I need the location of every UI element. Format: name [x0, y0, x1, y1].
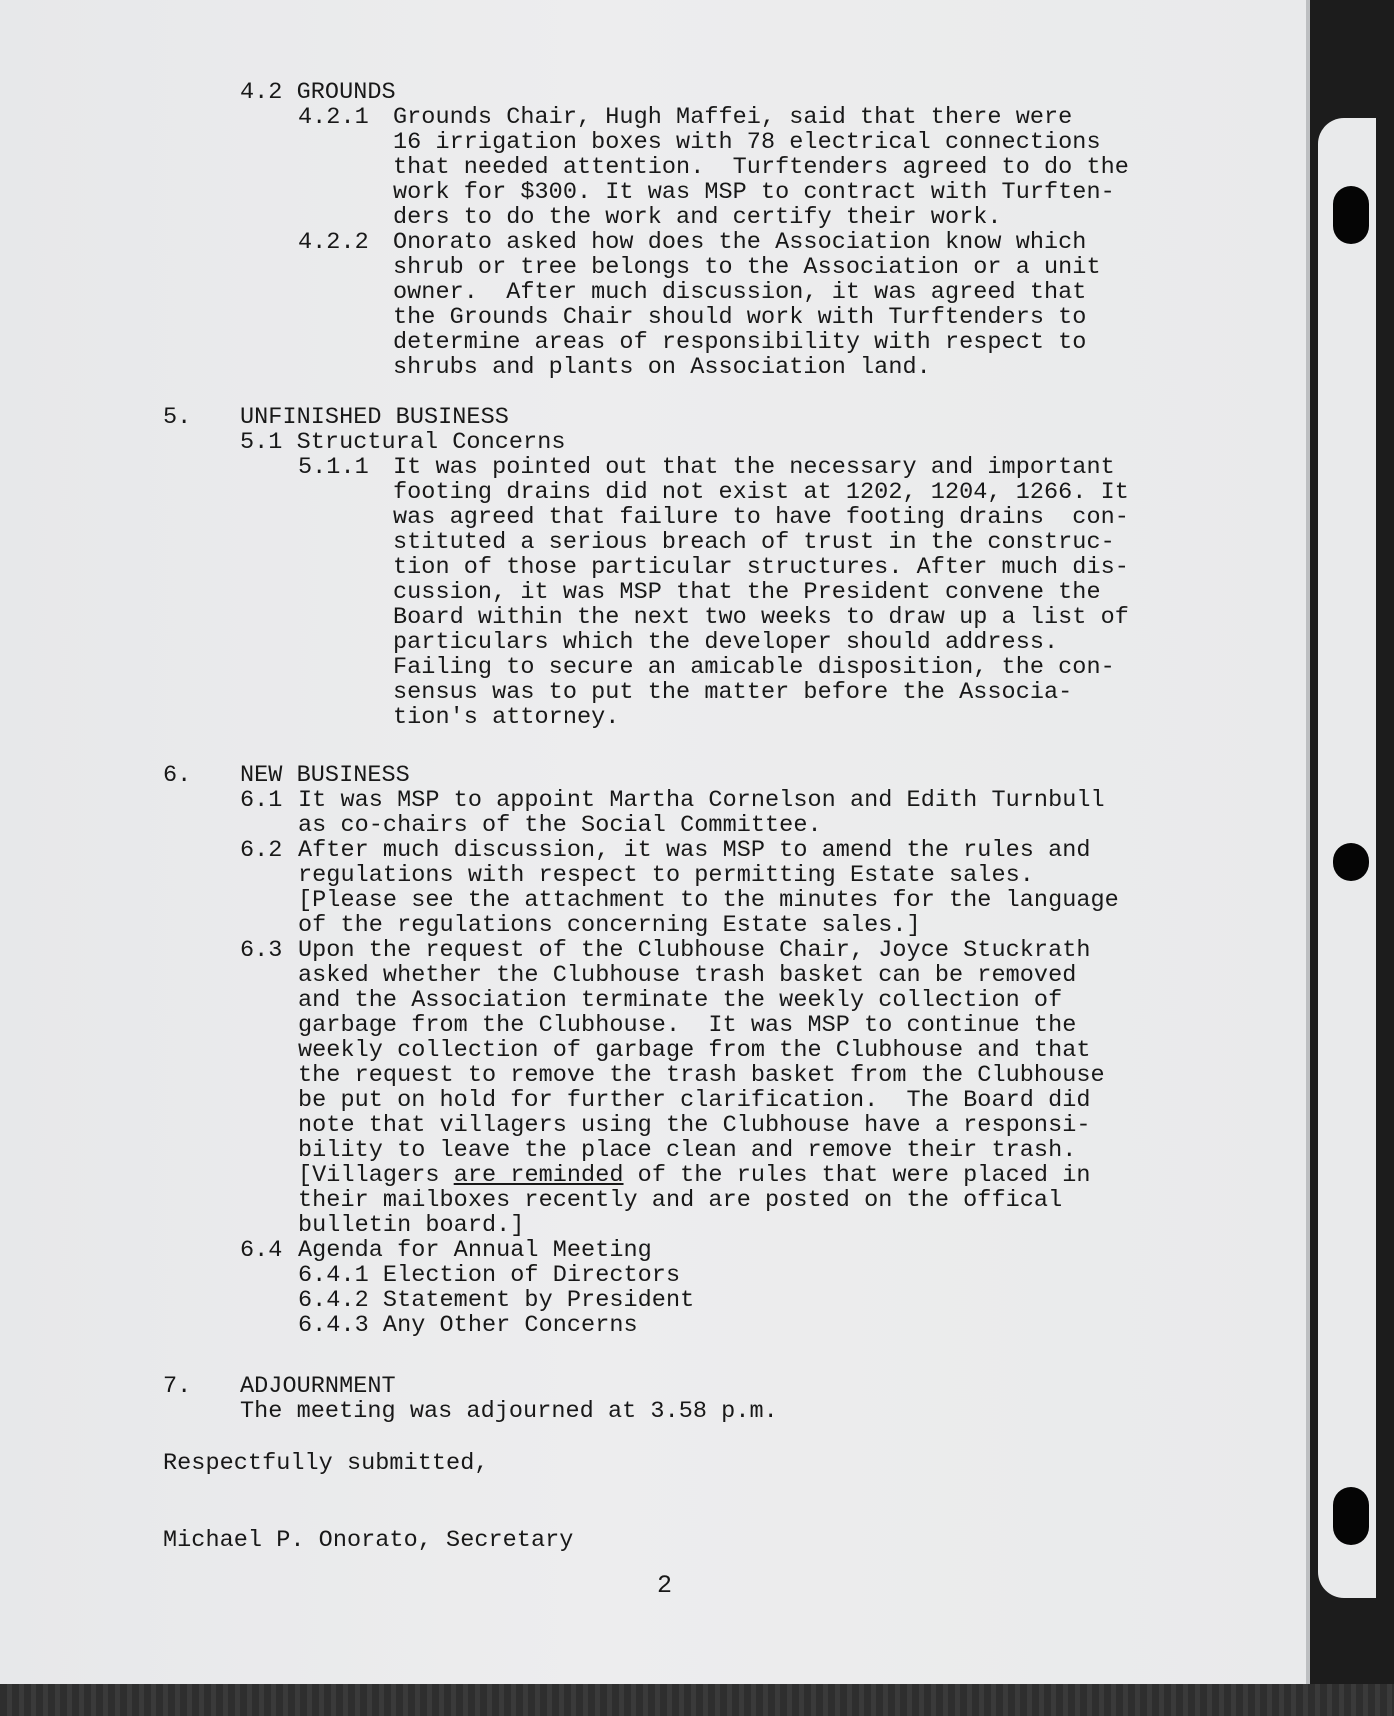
sub-heading: 5.1 Structural Concerns: [240, 429, 566, 456]
text-line: bility to leave the place clean and remove their trash.: [298, 1137, 1077, 1164]
text-line: Board within the next two weeks to draw up a list of: [393, 604, 1129, 631]
agenda-item: 6.4.3 Any Other Concerns: [298, 1312, 638, 1339]
text-line: work for $300. It was MSP to contract with Turften-: [393, 179, 1115, 206]
text-line: of the regulations concerning Estate sales.]: [298, 912, 921, 939]
text-segment: [Villagers: [298, 1162, 454, 1189]
punch-hole-middle: [1333, 843, 1369, 881]
item-number: 6.3: [240, 937, 283, 964]
text-line: Grounds Chair, Hugh Maffei, said that there were: [393, 104, 1073, 131]
text-line: Upon the request of the Clubhouse Chair, Joyce Stuckrath: [298, 937, 1091, 964]
section-heading-unfinished: UNFINISHED BUSINESS: [240, 404, 509, 431]
text-line: footing drains did not exist at 1202, 1204, 1266. It: [393, 479, 1129, 506]
text-line: asked whether the Clubhouse trash basket can be removed: [298, 962, 1077, 989]
text-line: the request to remove the trash basket from the Clubhouse: [298, 1062, 1105, 1089]
text-line: tion of those particular structures. After much dis-: [393, 554, 1129, 581]
page-number: 2: [657, 1571, 673, 1600]
text-line: It was pointed out that the necessary and important: [393, 454, 1115, 481]
text-line: was agreed that failure to have footing drains con-: [393, 504, 1129, 531]
text-line: determine areas of responsibility with respect to: [393, 329, 1087, 356]
text-line: stituted a serious breach of trust in the construc-: [393, 529, 1115, 556]
adjournment-text: The meeting was adjourned at 3.58 p.m.: [240, 1398, 778, 1425]
scan-edge: [0, 1684, 1394, 1716]
text-line: 16 irrigation boxes with 78 electrical connections: [393, 129, 1101, 156]
underlined-text: are reminded: [453, 1162, 624, 1189]
item-number: 6.2: [240, 837, 283, 864]
text-line: regulations with respect to permitting Estate sales.: [298, 862, 1034, 889]
section-number: 5.: [163, 404, 192, 431]
agenda-heading: Agenda for Annual Meeting: [298, 1237, 652, 1264]
text-line: ders to do the work and certify their work.: [393, 204, 1002, 231]
text-line: weekly collection of garbage from the Clubhouse and that: [298, 1037, 1091, 1064]
agenda-item: 6.4.1 Election of Directors: [298, 1262, 681, 1289]
text-segment: of the rules that were placed in: [623, 1162, 1091, 1189]
text-line: cussion, it was MSP that the President convene the: [393, 579, 1101, 606]
text-line: bulletin board.]: [298, 1212, 525, 1239]
item-number: 4.2.1: [298, 104, 369, 131]
item-number: 5.1.1: [298, 454, 369, 481]
text-line: particulars which the developer should address.: [393, 629, 1059, 656]
section-number: 6.: [163, 762, 192, 789]
text-line: as co-chairs of the Social Committee.: [298, 812, 822, 839]
text-line: owner. After much discussion, it was agreed that: [393, 279, 1087, 306]
section-number: 7.: [163, 1373, 192, 1400]
text-line: the Grounds Chair should work with Turftenders to: [393, 304, 1087, 331]
text-line: tion's attorney.: [393, 704, 620, 731]
text-line: sensus was to put the matter before the Associa-: [393, 679, 1073, 706]
reminder-line: [298, 1163, 1091, 1188]
item-number: 6.1: [240, 787, 283, 814]
text-line: and the Association terminate the weekly collection of: [298, 987, 1063, 1014]
text-line: Failing to secure an amicable disposition, the con-: [393, 654, 1115, 681]
text-line: their mailboxes recently and are posted on the offical: [298, 1187, 1063, 1214]
item-number: 6.4: [240, 1237, 283, 1264]
section-heading-adjournment: ADJOURNMENT: [240, 1373, 396, 1400]
punch-hole-top: [1333, 186, 1369, 244]
text-line: garbage from the Clubhouse. It was MSP to continue the: [298, 1012, 1077, 1039]
text-line: [Please see the attachment to the minutes for the language: [298, 887, 1119, 914]
text-line: It was MSP to appoint Martha Cornelson and Edith Turnbull: [298, 787, 1105, 814]
text-line: shrubs and plants on Association land.: [393, 354, 931, 381]
closing: Respectfully submitted,: [163, 1450, 489, 1477]
text-line: note that villagers using the Clubhouse have a responsi-: [298, 1112, 1091, 1139]
text-line: Onorato asked how does the Association know which: [393, 229, 1087, 256]
signature: Michael P. Onorato, Secretary: [163, 1527, 574, 1554]
text-line: that needed attention. Turftenders agreed to do the: [393, 154, 1129, 181]
text-line: be put on hold for further clarification. The Board did: [298, 1087, 1091, 1114]
punch-hole-bottom: [1333, 1487, 1369, 1545]
agenda-item: 6.4.2 Statement by President: [298, 1287, 695, 1314]
section-heading-new-business: NEW BUSINESS: [240, 762, 410, 789]
text-line: After much discussion, it was MSP to amend the rules and: [298, 837, 1091, 864]
section-heading-grounds: 4.2 GROUNDS: [240, 79, 396, 106]
item-number: 4.2.2: [298, 229, 369, 256]
text-line: shrub or tree belongs to the Association or a unit: [393, 254, 1101, 281]
